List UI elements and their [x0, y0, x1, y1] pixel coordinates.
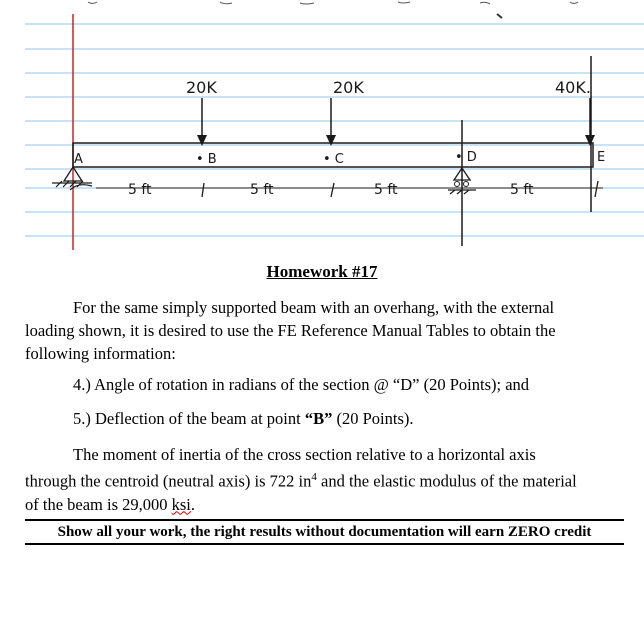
point-label-e: E [597, 150, 606, 165]
question-5 [73, 409, 414, 429]
point-label-c: • C [323, 152, 344, 167]
ink-dot [497, 14, 502, 18]
span-label-cd: 5 ft [374, 182, 398, 198]
intro-line: For the same simply supported beam with an overhang, with the external [73, 298, 555, 317]
footer-notice: Show all your work, the right results without documentation will earn ZERO credit [25, 519, 624, 545]
properties-line [25, 493, 644, 516]
span-label-bc: 5 ft [250, 182, 274, 198]
intro-paragraph [25, 296, 644, 365]
properties-paragraph [25, 443, 644, 516]
load-label-b: 20K [186, 78, 217, 97]
load-label-e: 40K. [555, 78, 591, 97]
pin-support-a [52, 167, 92, 190]
span-label-de: 5 ft [510, 182, 534, 198]
inertia-text: through the centroid (neutral axis) is 722 in [25, 471, 312, 491]
point-label-b: • B [196, 152, 217, 167]
beam-sketch [0, 0, 644, 260]
point-label-a: A [74, 152, 83, 167]
page-title: Homework #17 [266, 262, 378, 281]
intro-line: loading shown, it is desired to use the FE Reference Manual Tables to obtain the [25, 321, 556, 340]
load-arrow-b [197, 98, 207, 146]
properties-line [25, 466, 644, 493]
load-label-c: 20K [333, 78, 364, 97]
load-arrow-e [585, 98, 595, 146]
intro-line: following information: [25, 344, 176, 363]
modulus-unit: ksi [171, 494, 191, 514]
question-4: 4.) Angle of rotation in radians of the section @ “D” (20 Points); and [73, 375, 530, 394]
question-5-text: 5.) Deflection of the beam at point [73, 409, 305, 428]
modulus-text: and the elastic modulus of the material [316, 471, 577, 491]
modulus-value: of the beam is 29,000 [25, 494, 172, 514]
load-arrow-c [326, 98, 336, 146]
point-label-d: • D [455, 150, 477, 165]
question-5-points: (20 Points). [332, 409, 414, 428]
properties-line: The moment of inertia of the cross section relative to a horizontal axis [73, 445, 536, 464]
cutoff-scribbles [88, 2, 578, 4]
question-5-point: “B” [304, 409, 333, 428]
inertia-exponent: 4 [311, 471, 317, 483]
ruled-lines [25, 24, 644, 236]
modulus-period: . [190, 494, 196, 514]
span-label-ab: 5 ft [128, 182, 152, 198]
